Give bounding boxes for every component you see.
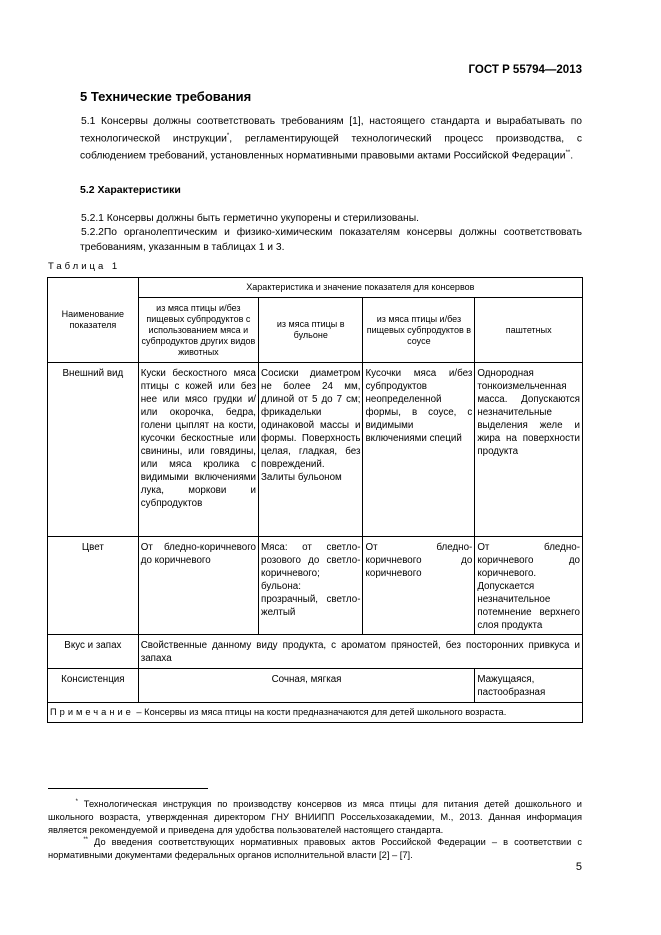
paragraph-5-1-end: . [570, 150, 574, 162]
footnote-1-text: Технологическая инструкция по производству консервов из мяса птицы для питания детей дошкольного и школьного возраста, утвержденная директором ГНУ ВНИИПП Россельхозакадемии, М., 2013. Данная информация является рекомендуемой и приведена для удобства пользователей настоящего стандарта. [48, 799, 582, 836]
column-header-sauce: из мяса птицы и/без пищевых субпродуктов в соусе [363, 298, 475, 363]
indicator-name-header: Наименование показателя [48, 278, 139, 363]
cell-consistency-main: Сочная, мягкая [138, 669, 475, 703]
footnote-1-mark-wrap [48, 796, 78, 811]
cell-color-pate: От бледно-коричневого до коричневого. Допускается незначительное потемнение верхнего слоя продукта [475, 537, 583, 635]
paragraph-5-2-1: 5.2.1 Консервы должны быть герметично укупорены и стерилизованы. [81, 213, 419, 224]
cell-appearance-broth: Сосиски диаметром не более 24 мм, длиной от 5 до 7 см; фрикадельки одинаковой массы и формы. Поверхность целая, гладкая, без повреждений. Залиты бульоном [259, 363, 363, 537]
footnote-ref-2[interactable]: ** [565, 150, 571, 157]
column-header-broth: из мяса птицы в бульоне [259, 298, 363, 363]
footnote-2-mark: ** [83, 837, 88, 843]
cell-color-broth: Мяса: от светло-розового до светло-коричневого; бульона: прозрачный, светло-желтый [259, 537, 363, 635]
page-number: 5 [575, 861, 582, 873]
table-note [48, 703, 583, 723]
table-label: Таблица 1 [48, 261, 121, 272]
footnote-2 [48, 834, 582, 862]
cell-appearance-pate: Однородная тонкоизмельченная масса. Допускаются незначительные выделения желе и жира на поверхности продукта [475, 363, 583, 537]
note-text: – Консервы из мяса птицы на кости предназначаются для детей школьного возраста. [133, 707, 507, 717]
paragraph-5-1-text-a: 5.1 Консервы должны соответствовать требованиям [1], настоящего стандарта и вырабатывать по технологической инструкции [80, 116, 582, 145]
footnote-2-text: До введения соответствующих нормативных правовых актов Российской Федерации – в соответствии с нормативными документами федеральных органов исполнительной власти [2] – [7]. [48, 837, 582, 861]
cell-color-sauce: От бледно-коричневого до коричневого [363, 537, 475, 635]
table-row [48, 537, 583, 635]
row-name-appearance: Внешний вид [48, 363, 139, 537]
cell-appearance-sauce: Кусочки мяса и/без субпродуктов неопределенной формы, в соусе, с видимыми включениями специй [363, 363, 475, 537]
footnote-2-mark-wrap [48, 834, 88, 849]
row-name-taste: Вкус и запах [48, 635, 139, 669]
footnote-ref-1[interactable]: * [226, 133, 230, 139]
table-header-row [48, 278, 583, 298]
subsection-title: 5.2 Характеристики [80, 184, 181, 196]
section-title: 5 Технические требования [80, 89, 252, 104]
table-note-row [48, 703, 583, 723]
group-header: Характеристика и значение показателя для консервов [138, 278, 582, 298]
cell-taste-all: Свойственные данному виду продукта, с ароматом пряностей, без посторонних привкуса и запаха [138, 635, 582, 669]
paragraph-5-2-2: 5.2.2По органолептическим и физико-химическим показателям консервы должны соответствовать требованиям, указанным в таблицах 1 и 3. [80, 227, 582, 253]
footnote-divider [48, 788, 208, 789]
footnote-1-mark: * [75, 799, 78, 805]
row-name-color: Цвет [48, 537, 139, 635]
row-name-consistency: Консистенция [48, 669, 139, 703]
note-label: Примечание [50, 707, 134, 717]
table-row [48, 363, 583, 537]
paragraph-5-1-text-b: , регламентирующей технологический процесс производства, с соблюдением требований, установленных нормативными правовыми актами Российской Федерации [80, 133, 582, 162]
cell-appearance-mixed: Куски бескостного мяса птицы с кожей или без нее или мясо грудки и/или окорочка, бедра, голени цыплят на кости, кусочки бескостные или свинины, или говядины, или мяса кролика с видимыми включениями лука, моркови и субпродуктов [138, 363, 258, 537]
standard-number: ГОСТ Р 55794—2013 [468, 64, 582, 76]
column-header-mixed-meat: из мяса птицы и/без пищевых субпродуктов с использованием мяса и субпродуктов других видов животных [138, 298, 258, 363]
footnote-1 [48, 796, 582, 837]
cell-consistency-pate: Мажущаяся, пастообразная [475, 669, 583, 703]
column-header-pate: паштетных [475, 298, 583, 363]
table-row [48, 635, 583, 669]
cell-color-mixed: От бледно-коричневого до коричневого [138, 537, 258, 635]
requirements-table [47, 277, 583, 723]
paragraph-5-1 [80, 114, 582, 164]
table-row [48, 669, 583, 703]
